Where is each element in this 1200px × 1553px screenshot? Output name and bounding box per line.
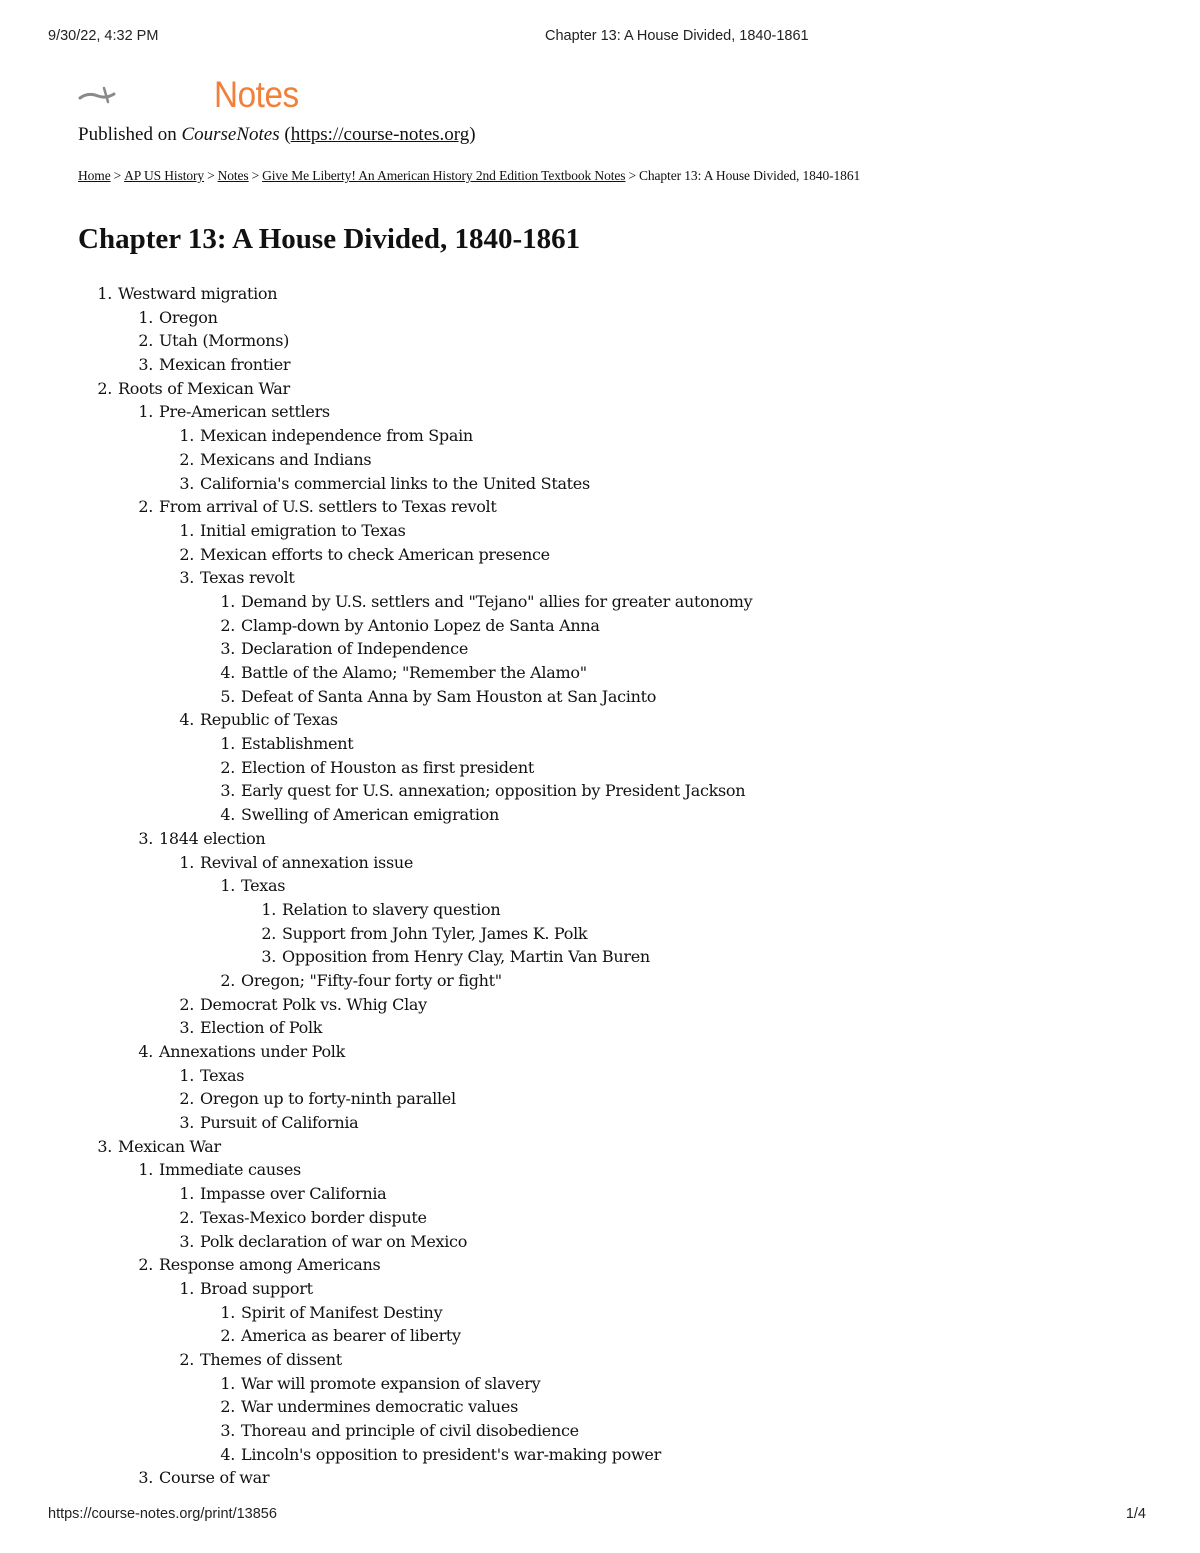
outline-item-number: 2. bbox=[220, 970, 235, 990]
outline-item-text: Polk declaration of war on Mexico bbox=[200, 1231, 468, 1251]
outline-item-number: 1. bbox=[138, 402, 153, 422]
outline-item bbox=[0, 1348, 1100, 1372]
outline-item bbox=[0, 566, 1100, 590]
outline-item-number: 2. bbox=[179, 449, 194, 469]
outline-item-number: 3. bbox=[138, 355, 153, 375]
outline-item bbox=[0, 353, 1100, 377]
outline-item-text: Pursuit of California bbox=[200, 1113, 359, 1133]
outline-item-number: 1. bbox=[97, 284, 112, 303]
outline-item-number: 3. bbox=[179, 1231, 194, 1251]
outline-item bbox=[0, 1206, 1100, 1230]
outline-item bbox=[0, 1372, 1100, 1396]
outline-item-number: 3. bbox=[220, 1421, 235, 1440]
outline-item bbox=[0, 874, 1100, 898]
outline-item-text: Revival of annexation issue bbox=[200, 852, 414, 872]
outline-item-number: 1. bbox=[179, 520, 194, 540]
outline-item-text: Oregon bbox=[159, 307, 218, 327]
outline-item-number: 4. bbox=[220, 1444, 235, 1464]
outline-item-text: War undermines democratic values bbox=[241, 1397, 518, 1417]
outline-item bbox=[0, 756, 1100, 780]
outline-item bbox=[0, 1040, 1100, 1064]
outline-item-text: Texas bbox=[200, 1065, 245, 1085]
outline-item-number: 1. bbox=[138, 307, 153, 327]
outline-item-number: 2. bbox=[179, 1089, 194, 1109]
outline-item-text: Mexican War bbox=[118, 1136, 221, 1156]
outline-list bbox=[0, 282, 1100, 1490]
outline-item bbox=[0, 685, 1100, 709]
outline-item-text: Themes of dissent bbox=[200, 1349, 342, 1369]
outline-item-text: Response among Americans bbox=[159, 1255, 381, 1275]
footer-page-number: 1/4 bbox=[1125, 1506, 1146, 1522]
outline-item bbox=[0, 1301, 1100, 1325]
outline-item-number: 1. bbox=[220, 876, 235, 896]
page-title: Chapter 13: A House Divided, 1840-1861 bbox=[78, 223, 581, 255]
breadcrumb-apush-link[interactable]: AP US History bbox=[124, 168, 205, 183]
outline-item bbox=[0, 448, 1100, 472]
outline-item-number: 3. bbox=[97, 1136, 112, 1156]
breadcrumb-current: Chapter 13: A House Divided, 1840-1861 bbox=[638, 168, 861, 183]
outline-item-number: 2. bbox=[220, 757, 235, 777]
outline-item-text: Opposition from Henry Clay, Martin Van Buren bbox=[282, 947, 650, 967]
published-url-link[interactable]: https://course-notes.org bbox=[290, 124, 470, 145]
breadcrumb bbox=[78, 168, 1078, 184]
outline-item-text: Thoreau and principle of civil disobedience bbox=[241, 1421, 579, 1440]
outline-item-number: 1. bbox=[220, 1302, 235, 1322]
outline-item-text: Initial emigration to Texas bbox=[200, 520, 406, 540]
outline-item-text: Clamp-down by Antonio Lopez de Santa Anna bbox=[241, 615, 600, 635]
outline-item-number: 2. bbox=[220, 615, 235, 635]
outline-item-text: Oregon; "Fifty-four forty or fight" bbox=[241, 970, 502, 990]
outline-item-text: Immediate causes bbox=[159, 1160, 301, 1180]
breadcrumb-notes-link[interactable]: Notes bbox=[217, 168, 249, 183]
outline-item bbox=[0, 637, 1100, 661]
outline-item-number: 3. bbox=[261, 947, 276, 967]
print-header bbox=[48, 28, 1146, 48]
outline-item bbox=[0, 803, 1100, 827]
outline-item-text: Utah (Mormons) bbox=[159, 331, 290, 351]
outline-item-text: From arrival of U.S. settlers to Texas revolt bbox=[159, 497, 497, 517]
outline-item bbox=[0, 779, 1100, 803]
outline-item bbox=[0, 329, 1100, 353]
breadcrumb-separator: > bbox=[113, 168, 122, 183]
outline-item-number: 4. bbox=[220, 663, 235, 682]
outline-item-text: Swelling of American emigration bbox=[241, 805, 499, 825]
outline-item bbox=[0, 1111, 1100, 1135]
outline-item-number: 1. bbox=[179, 852, 194, 872]
outline-item bbox=[0, 827, 1100, 851]
outline-item-number: 2. bbox=[138, 1255, 153, 1275]
outline-item bbox=[0, 993, 1100, 1017]
outline-item bbox=[0, 1253, 1100, 1277]
outline-item-text: Roots of Mexican War bbox=[118, 378, 290, 398]
outline-item bbox=[0, 708, 1100, 732]
outline-item-number: 2. bbox=[220, 1326, 235, 1346]
logo-text: Notes bbox=[214, 74, 299, 115]
published-open: ( bbox=[279, 124, 291, 145]
outline-item bbox=[0, 400, 1100, 424]
footer-url: https://course-notes.org/print/13856 bbox=[48, 1506, 277, 1522]
outline-item-text: Relation to slavery question bbox=[282, 899, 501, 919]
outline-item bbox=[0, 590, 1100, 614]
outline-item-text: Mexicans and Indians bbox=[200, 449, 372, 469]
outline-item-text: Texas bbox=[241, 876, 286, 896]
breadcrumb-textbook-link[interactable]: Give Me Liberty! An American History 2nd Edition Textbook Notes bbox=[262, 168, 626, 183]
outline-item bbox=[0, 519, 1100, 543]
outline-item bbox=[0, 1419, 1100, 1443]
site-logo[interactable] bbox=[78, 74, 318, 118]
outline-item-text: America as bearer of liberty bbox=[241, 1326, 461, 1346]
outline-item bbox=[0, 1324, 1100, 1348]
outline-item bbox=[0, 1466, 1100, 1490]
outline-item-text: Impasse over California bbox=[200, 1184, 387, 1204]
outline-item-number: 2. bbox=[261, 923, 276, 943]
breadcrumb-separator: > bbox=[628, 168, 636, 183]
outline-item-number: 1. bbox=[220, 734, 235, 754]
outline-item-text: Democrat Polk vs. Whig Clay bbox=[200, 994, 427, 1014]
outline-item bbox=[0, 1277, 1100, 1301]
outline-item-text: Broad support bbox=[200, 1278, 313, 1298]
outline-item bbox=[0, 1158, 1100, 1182]
breadcrumb-separator: > bbox=[207, 168, 215, 183]
outline-item-text: Course of war bbox=[159, 1468, 270, 1488]
outline-item-number: 3. bbox=[179, 568, 194, 588]
print-footer bbox=[48, 1506, 1146, 1526]
print-page-title: Chapter 13: A House Divided, 1840-1861 bbox=[545, 28, 809, 44]
outline-item-text: Republic of Texas bbox=[200, 710, 338, 730]
outline-item-text: Pre-American settlers bbox=[159, 402, 330, 422]
outline-item-number: 2. bbox=[220, 1397, 235, 1417]
outline-item-number: 2. bbox=[179, 544, 194, 564]
outline-item bbox=[0, 1443, 1100, 1467]
published-close: ) bbox=[469, 124, 476, 145]
outline-item-number: 2. bbox=[138, 497, 153, 517]
outline-item-number: 4. bbox=[179, 710, 194, 730]
breadcrumb-separator: > bbox=[251, 168, 260, 183]
outline-item bbox=[0, 472, 1100, 496]
outline-item bbox=[0, 543, 1100, 567]
outline-item-number: 1. bbox=[138, 1160, 153, 1180]
outline-item bbox=[0, 495, 1100, 519]
outline-item-text: Westward migration bbox=[118, 284, 278, 303]
outline-item bbox=[0, 282, 1100, 306]
outline-item-text: Texas-Mexico border dispute bbox=[200, 1207, 427, 1227]
outline-item bbox=[0, 1135, 1100, 1159]
outline-item-text: Mexican efforts to check American presence bbox=[200, 544, 550, 564]
outline-item-number: 1. bbox=[220, 591, 235, 611]
outline-item bbox=[0, 1395, 1100, 1419]
outline-item-text: Declaration of Independence bbox=[241, 639, 469, 659]
outline-item-number: 2. bbox=[179, 994, 194, 1014]
outline-item-number: 3. bbox=[220, 639, 235, 659]
outline-item-number: 2. bbox=[97, 378, 112, 398]
outline-item-text: War will promote expansion of slavery bbox=[241, 1373, 541, 1393]
outline-item-number: 1. bbox=[179, 1184, 194, 1204]
outline-item-text: Oregon up to forty-ninth parallel bbox=[200, 1089, 456, 1109]
published-prefix: Published on bbox=[78, 124, 182, 145]
outline-item-number: 1. bbox=[261, 899, 276, 919]
outline-item-text: Election of Houston as first president bbox=[241, 757, 534, 777]
outline-item-number: 1. bbox=[220, 1373, 235, 1393]
outline-item-text: Spirit of Manifest Destiny bbox=[241, 1302, 443, 1322]
outline-item-text: 1844 election bbox=[159, 828, 266, 848]
outline-item-text: Battle of the Alamo; "Remember the Alamo" bbox=[241, 663, 587, 682]
published-site: CourseNotes bbox=[181, 124, 280, 145]
outline-item-number: 2. bbox=[179, 1349, 194, 1369]
outline-item-number: 4. bbox=[138, 1042, 153, 1061]
outline-item bbox=[0, 424, 1100, 448]
outline-item bbox=[0, 1016, 1100, 1040]
outline-item-text: Defeat of Santa Anna by Sam Houston at San Jacinto bbox=[241, 686, 657, 706]
print-datetime: 9/30/22, 4:32 PM bbox=[48, 28, 159, 44]
outline-item-number: 3. bbox=[138, 1468, 153, 1488]
published-line bbox=[78, 124, 476, 146]
outline-item-number: 3. bbox=[179, 1018, 194, 1038]
outline-item-number: 3. bbox=[220, 781, 235, 801]
outline-item-text: Establishment bbox=[241, 734, 354, 754]
outline-item bbox=[0, 614, 1100, 638]
outline-item-text: Support from John Tyler, James K. Polk bbox=[282, 923, 588, 943]
outline-item-text: Election of Polk bbox=[200, 1018, 323, 1038]
outline-item-text: Demand by U.S. settlers and "Tejano" allies for greater autonomy bbox=[241, 591, 753, 611]
outline-item bbox=[0, 732, 1100, 756]
outline-item-number: 4. bbox=[220, 805, 235, 825]
outline-item-text: Mexican frontier bbox=[159, 355, 291, 375]
outline-item-number: 2. bbox=[138, 331, 153, 351]
outline-item-text: Lincoln's opposition to president's war-making power bbox=[241, 1444, 661, 1464]
outline-item-text: Texas revolt bbox=[200, 568, 295, 588]
outline-item bbox=[0, 969, 1100, 993]
outline-item bbox=[0, 1182, 1100, 1206]
outline-item-text: Annexations under Polk bbox=[159, 1042, 345, 1061]
outline-item bbox=[0, 851, 1100, 875]
outline-item-number: 1. bbox=[179, 426, 194, 446]
outline-item bbox=[0, 1230, 1100, 1254]
outline-item bbox=[0, 945, 1100, 969]
outline-item bbox=[0, 898, 1100, 922]
outline-item-text: California's commercial links to the United States bbox=[200, 473, 590, 493]
outline-item-number: 3. bbox=[179, 473, 194, 493]
outline-item bbox=[0, 922, 1100, 946]
outline-item-number: 3. bbox=[179, 1113, 194, 1133]
breadcrumb-home-link[interactable]: Home bbox=[78, 168, 111, 183]
outline-item bbox=[0, 1064, 1100, 1088]
outline-item bbox=[0, 306, 1100, 330]
outline-item-text: Early quest for U.S. annexation; opposition by President Jackson bbox=[241, 781, 746, 801]
outline-item-number: 5. bbox=[220, 686, 235, 706]
swoosh-logo-icon bbox=[78, 82, 122, 106]
outline-item bbox=[0, 661, 1100, 685]
outline-item bbox=[0, 377, 1100, 401]
outline-item-number: 1. bbox=[179, 1065, 194, 1085]
outline-item-number: 2. bbox=[179, 1207, 194, 1227]
outline-item bbox=[0, 1087, 1100, 1111]
outline-item-number: 1. bbox=[179, 1278, 194, 1298]
outline-item-number: 3. bbox=[138, 828, 153, 848]
outline-item-text: Mexican independence from Spain bbox=[200, 426, 473, 446]
